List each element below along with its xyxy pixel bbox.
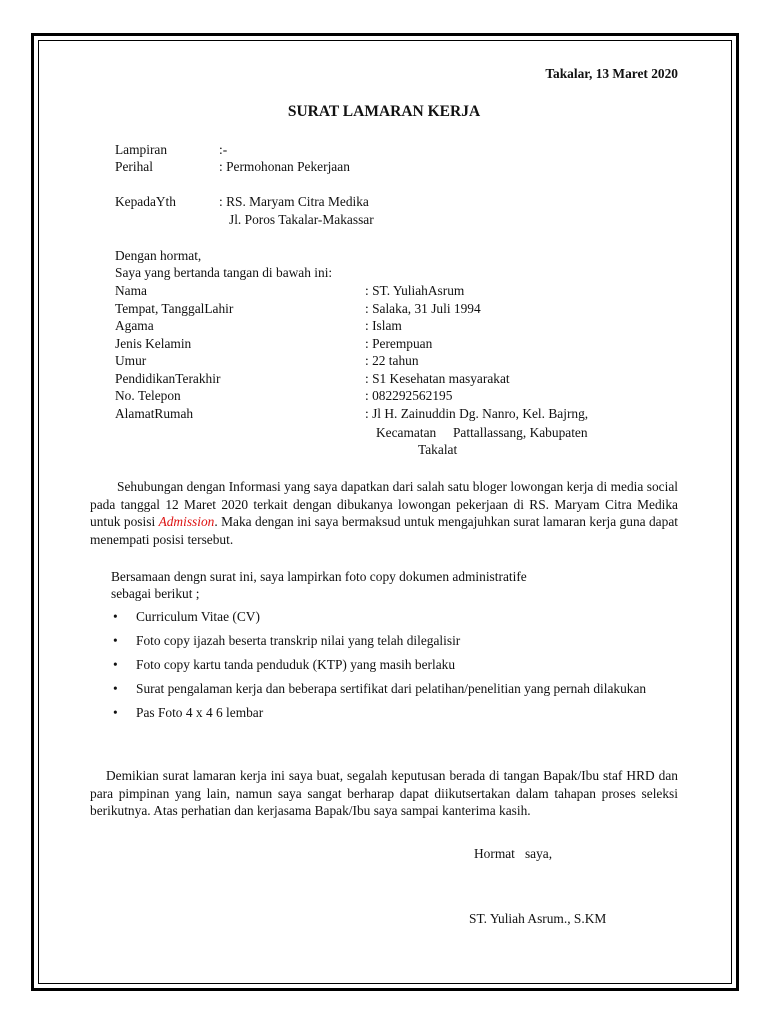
recipient-address: Jl. Poros Takalar-Makassar xyxy=(229,212,374,227)
detail-value: : Jl H. Zainuddin Dg. Nanro, Kel. Bajrng, xyxy=(365,405,589,421)
bullet-icon: • xyxy=(113,657,118,673)
detail-label: Nama xyxy=(115,283,147,298)
intro-line: Saya yang bertanda tangan di bawah ini: xyxy=(115,265,333,280)
list-item: • Curriculum Vitae (CV) xyxy=(113,609,260,624)
detail-value: : S1 Kesehatan masyarakat xyxy=(365,370,510,386)
attachment-intro-continued: sebagai berikut ; xyxy=(111,586,200,601)
address-continuation: Takalat xyxy=(418,442,458,457)
body-paragraph-1 xyxy=(90,478,678,548)
detail-value: : 22 tahun xyxy=(365,353,419,368)
list-item: • Foto copy ijazah beserta transkrip nilai yang telah dilegalisir xyxy=(113,633,461,649)
detail-label: Agama xyxy=(115,318,154,333)
bullet-icon: • xyxy=(113,681,118,697)
detail-label: Umur xyxy=(115,353,147,368)
detail-label: PendidikanTerakhir xyxy=(115,370,221,386)
detail-value: : Perempuan xyxy=(365,335,433,351)
field-value-perihal: : Permohonan Pekerjaan xyxy=(219,159,350,174)
letter-title: SURAT LAMARAN KERJA xyxy=(287,103,481,120)
field-label-kepada: KepadaYth xyxy=(115,194,176,209)
list-item: • Foto copy kartu tanda penduduk (KTP) yang masih berlaku xyxy=(113,657,456,673)
attachment-intro: Bersamaan dengn surat ini, saya lampirkan foto copy dokumen administratife xyxy=(111,569,527,584)
paragraph-text: . Maka dengan ini saya bermaksud untuk mengajuhkan surat lamaran kerja guna dapat menempati posisi tersebut. xyxy=(90,514,678,547)
detail-label: No. Telepon xyxy=(115,388,181,403)
bullet-icon: • xyxy=(113,705,118,721)
bullet-icon: • xyxy=(113,633,118,649)
paragraph-text: Sehubungan dengan Informasi yang saya dapatkan dari salah satu bloger lowongan kerja di media social pada tanggal 12 Maret 2020 terkait dengan dibukanya lowongan pekerjaan di RS. Maryam Citra Medika untuk posisi xyxy=(90,479,678,530)
list-item: • Surat pengalaman kerja dan beberapa sertifikat dari pelatihan/penelitian yang pernah dilakukan xyxy=(113,681,647,697)
field-value-kepada: : RS. Maryam Citra Medika xyxy=(219,194,369,209)
field-label-lampiran: Lampiran xyxy=(115,142,168,157)
detail-value: : Salaka, 31 Juli 1994 xyxy=(365,300,481,316)
sign-off: Hormat saya, xyxy=(474,846,553,861)
detail-value: : Islam xyxy=(365,318,402,333)
signature-name: ST. Yuliah Asrum., S.KM xyxy=(469,911,607,926)
letter-date: Takalar, 13 Maret 2020 xyxy=(545,66,678,81)
detail-label: Tempat, TanggalLahir xyxy=(115,300,234,316)
field-label-perihal: Perihal xyxy=(115,159,153,174)
attachment-list xyxy=(90,608,680,728)
greeting: Dengan hormat, xyxy=(115,248,202,263)
detail-label: AlamatRumah xyxy=(115,405,194,421)
field-value-lampiran: :- xyxy=(219,142,228,157)
closing-paragraph xyxy=(90,767,678,820)
paragraph-text: Demikian surat lamaran kerja ini saya buat, segalah keputusan berada di tangan Bapak/Ibu staf HRD dan para pimpinan yang lain, namun saya sangat berharap dapat diikutsertakan dalam tahapan proses seleksi berikutnya. Atas perhatian dan kerjasama Bapak/Ibu saya sampai kanterima kasih. xyxy=(90,768,678,819)
address-continuation: Kecamatan Pattallassang, Kabupaten xyxy=(376,425,588,440)
position-highlight: Admission xyxy=(158,514,215,530)
detail-value: : 082292562195 xyxy=(365,388,453,403)
detail-label: Jenis Kelamin xyxy=(115,335,192,351)
bullet-icon: • xyxy=(113,609,118,624)
list-item: • Pas Foto 4 x 4 6 lembar xyxy=(113,705,264,721)
detail-value: : ST. YuliahAsrum xyxy=(365,283,465,298)
